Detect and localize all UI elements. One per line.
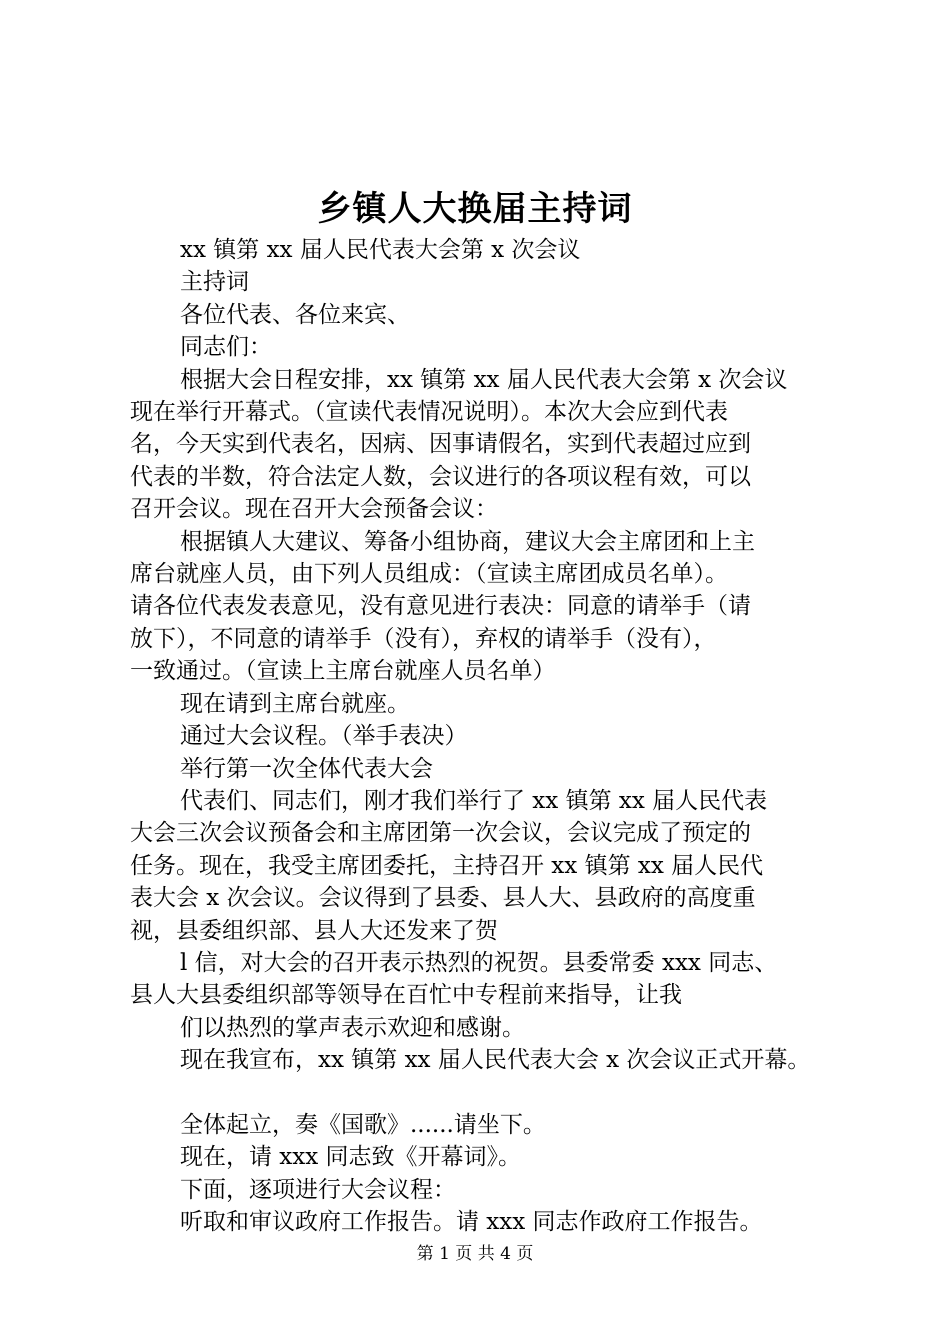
text-line: 代表的半数，符合法定人数，会议进行的各项议程有效，可以 <box>130 463 751 490</box>
text-line: 举行第一次全体代表大会 <box>180 755 433 782</box>
text-line: 一致通过。（宣读上主席台就座人员名单） <box>130 658 556 685</box>
text-line: 名，今天实到代表名，因病、因事请假名，实到代表超过应到 <box>130 431 751 458</box>
text-line: 席台就座人员，由下列人员组成：（宣读主席团成员名单）。 <box>130 561 728 588</box>
text-line: 们以热烈的掌声表示欢迎和感谢。 <box>180 1014 525 1041</box>
text-line: xx 镇第 xx 届人民代表大会第 x 次会议 <box>180 237 581 263</box>
text-line: 听取和审议政府工作报告。请 xxx 同志作政府工作报告。 <box>180 1209 763 1236</box>
text-line: l 信，对大会的召开表示热烈的祝贺。县委常委 xxx 同志、 <box>180 949 778 976</box>
text-line: 现在，请 xxx 同志致《开幕词》。 <box>180 1144 522 1171</box>
text-line: 现在请到主席台就座。 <box>180 690 410 717</box>
text-line: 召开会议。现在召开大会预备会议： <box>130 496 498 523</box>
text-line: 根据大会日程安排，xx 镇第 xx 届人民代表大会第 x 次会议 <box>180 366 788 393</box>
text-line: 全体起立，奏《国歌》......请坐下。 <box>180 1111 546 1138</box>
text-line: 根据镇人大建议、筹备小组协商，建议大会主席团和上主 <box>180 528 755 555</box>
blank-line <box>130 1077 850 1109</box>
page-footer: 第 1 页 共 4 页 <box>416 1244 534 1264</box>
text-line: 放下），不同意的请举手（没有），弃权的请举手（没有）， <box>130 625 717 652</box>
text-line: 视，县委组织部、县人大还发来了贺 <box>130 917 498 944</box>
text-line: 表大会 x 次会议。会议得到了县委、县人大、县政府的高度重 <box>130 885 756 912</box>
text-line: 主持词 <box>180 269 249 296</box>
text-line: 任务。现在，我受主席团委托，主持召开 xx 镇第 xx 届人民代 <box>130 852 764 879</box>
text-line: 代表们、同志们，刚才我们举行了 xx 镇第 xx 届人民代表 <box>180 787 768 814</box>
document-body <box>130 234 850 1239</box>
text-line: 同志们： <box>180 334 272 361</box>
text-line: 各位代表、各位来宾、 <box>180 301 410 328</box>
text-line: 通过大会议程。（举手表决） <box>180 723 468 750</box>
text-line: 现在举行开幕式。（宣读代表情况说明）。本次大会应到代表 <box>130 399 728 426</box>
text-line: 大会三次会议预备会和主席团第一次会议，会议完成了预定的 <box>130 820 751 847</box>
text-line: 下面，逐项进行大会议程： <box>180 1176 456 1203</box>
text-line: 请各位代表发表意见，没有意见进行表决：同意的请举手（请 <box>130 593 751 620</box>
text-line: 县人大县委组织部等领导在百忙中专程前来指导，让我 <box>130 982 682 1009</box>
text-line: 现在我宣布，xx 镇第 xx 届人民代表大会 x 次会议正式开幕。 <box>180 1047 811 1074</box>
document-title: 乡镇人大换届主持词 <box>317 189 633 229</box>
